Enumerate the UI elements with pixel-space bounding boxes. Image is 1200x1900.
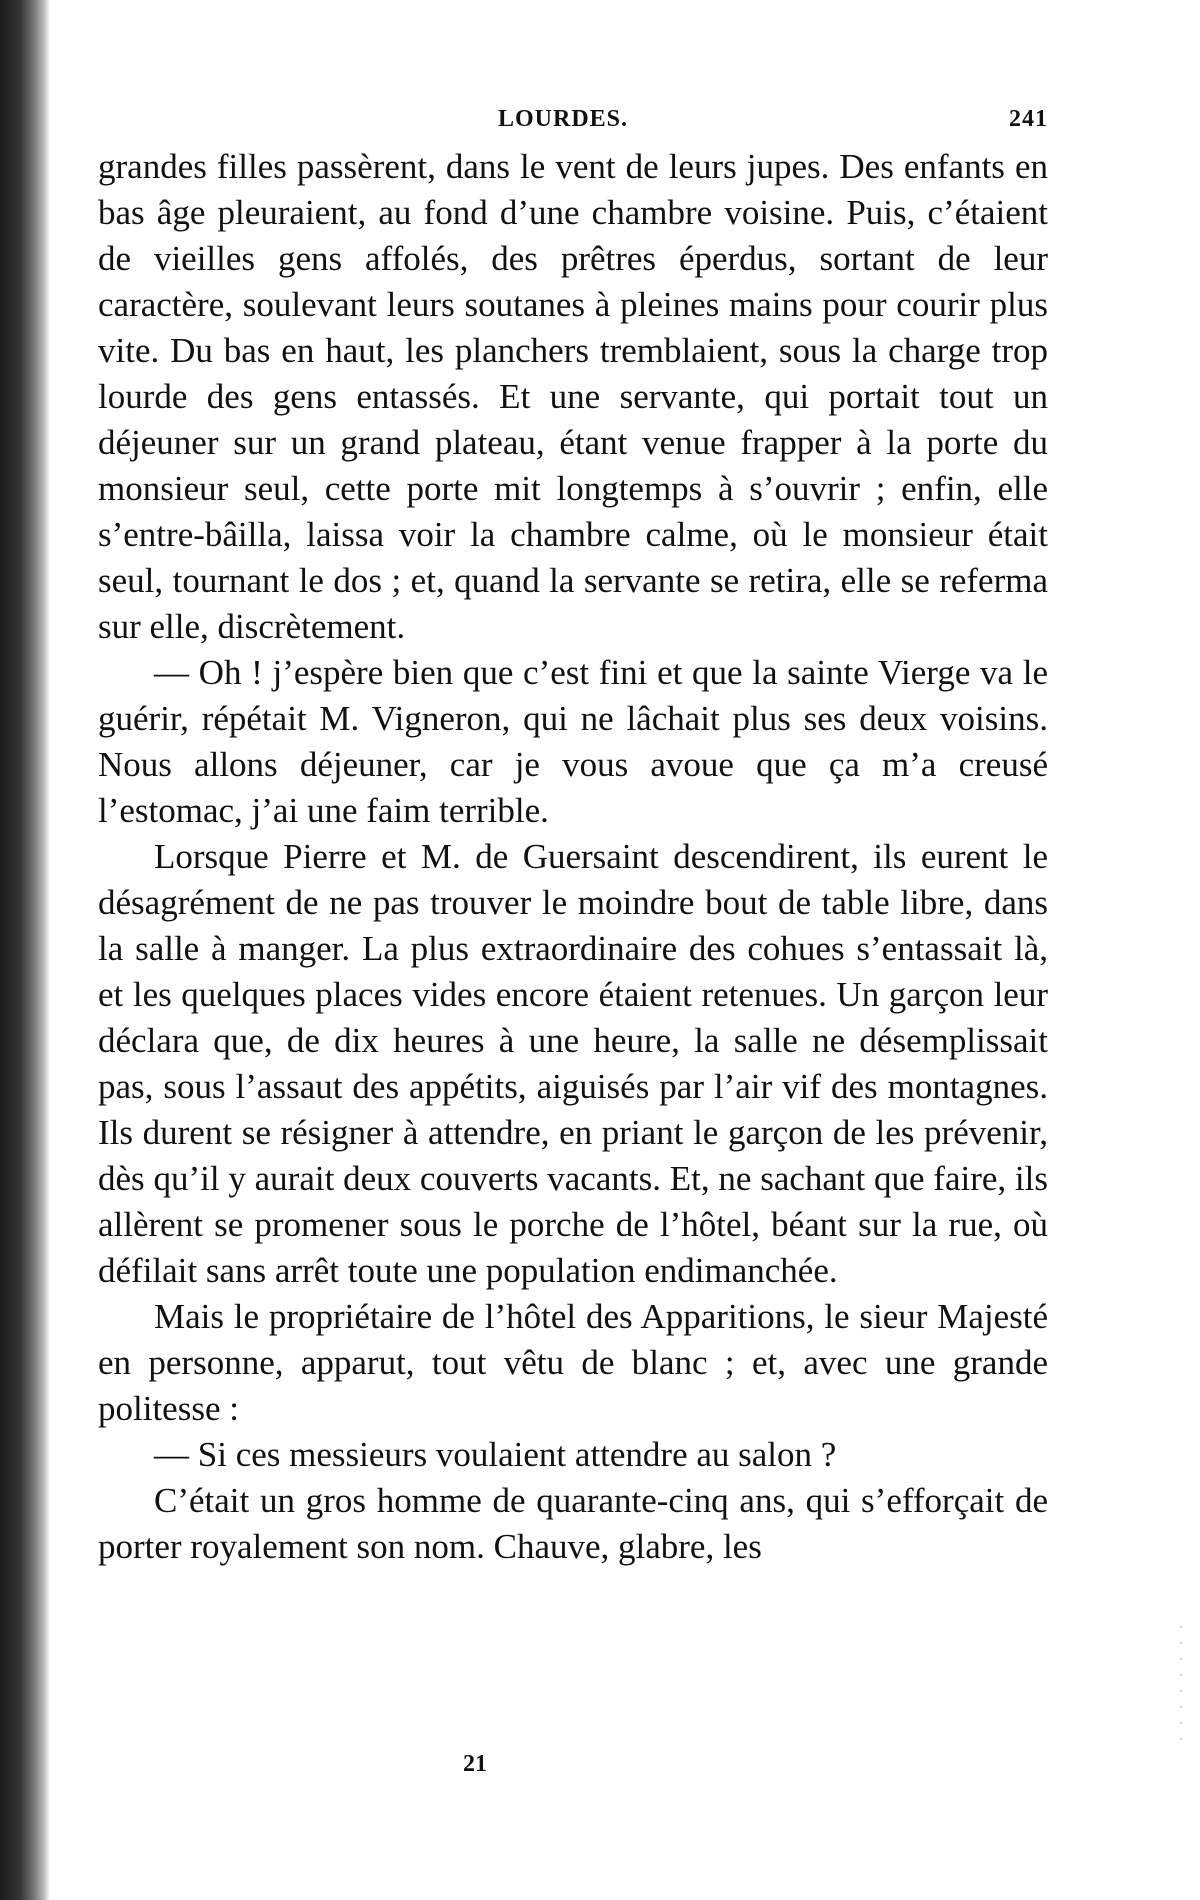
paragraph: Mais le propriétaire de l’hôtel des Apparitions, le sieur Majesté en personne, apparut, tout vêtu de blanc ; et, avec une grande politesse : xyxy=(98,1297,1048,1428)
body-text xyxy=(98,144,1048,1570)
page-number: 241 xyxy=(1009,106,1048,132)
paragraph: Lorsque Pierre et M. de Guersaint descendirent, ils eurent le désagrément de ne pas trouver le moindre bout de table libre, dans la salle à manger. La plus extraordinaire des cohues s’entassait là, et les quelques places vides encore étaient retenues. Un garçon leur déclara que, de dix heures à une heure, la salle ne désemplissait pas, sous l’assaut des appétits, aiguisés par l’air vif des montagnes. Ils durent se résigner à attendre, en priant le garçon de les prévenir, dès qu’il y aurait deux couverts vacants. Et, ne sachant que faire, ils allèrent se promener sous le porche de l’hôtel, béant sur la rue, où défilait sans arrêt toute une population endimanchée. xyxy=(98,837,1048,1290)
signature-mark: 21 xyxy=(463,1751,487,1777)
running-head xyxy=(98,100,1048,144)
paragraph: C’était un gros homme de quarante-cinq ans, qui s’efforçait de porter royalement son nom. Chauve, glabre, les xyxy=(98,1481,1048,1566)
book-page xyxy=(98,100,1048,1570)
paragraph: grandes filles passèrent, dans le vent de leurs jupes. Des enfants en bas âge pleuraient, au fond d’une chambre voisine. Puis, c’étaient de vieilles gens affolés, des prêtres éperdus, sortant de leur caractère, soulevant leurs soutanes à pleines mains pour courir plus vite. Du bas en haut, les planchers tremblaient, sous la charge trop lourde des gens entassés. Et une servante, qui portait tout un déjeuner sur un grand plateau, étant venue frapper à la porte du monsieur seul, cette porte mit longtemps à s’ouvrir ; enfin, elle s’entre-bâilla, laissa voir la chambre calme, où le monsieur était seul, tournant le dos ; et, quand la servante se retira, elle se referma sur elle, discrètement. xyxy=(98,147,1048,646)
running-title: LOURDES. xyxy=(498,106,629,132)
scan-noise-marks: · · · · · · · · xyxy=(1178,1622,1185,1745)
paragraph: — Oh ! j’espère bien que c’est fini et que la sainte Vierge va le guérir, répétait M. Vigneron, qui ne lâchait plus ses deux voisins. Nous allons déjeuner, car je vous avoue que ça m’a creusé l’estomac, j’ai une faim terrible. xyxy=(98,653,1048,830)
book-spine-shadow xyxy=(0,0,50,1900)
paragraph: — Si ces messieurs voulaient attendre au salon ? xyxy=(154,1435,837,1474)
